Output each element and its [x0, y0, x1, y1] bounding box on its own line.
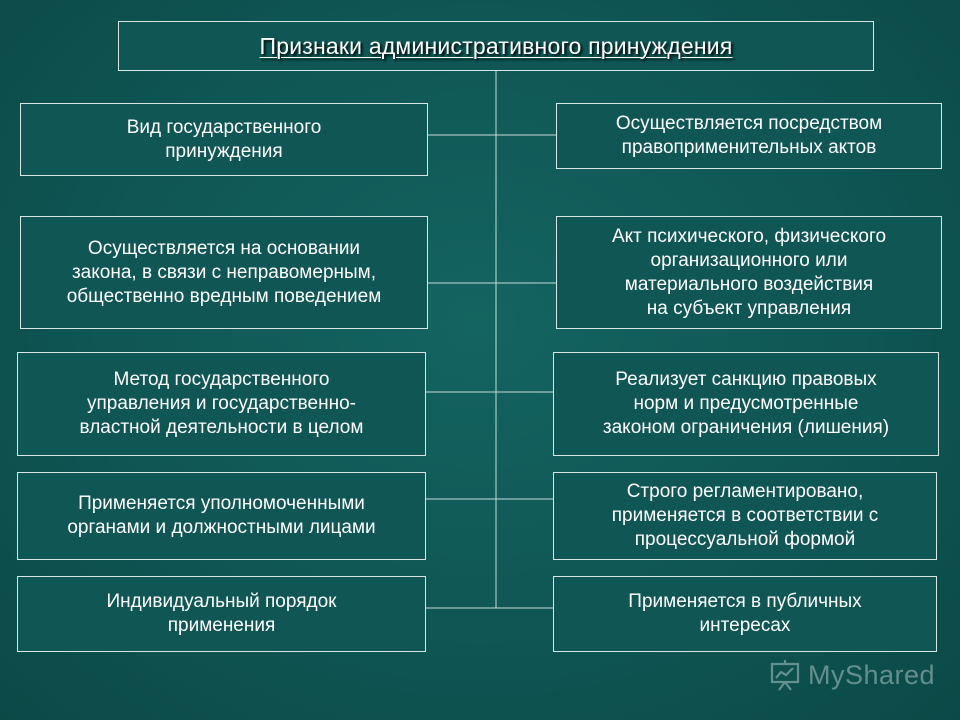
left-box-2: Осуществляется на основании закона, в связи с неправомерным, общественно вредным поведением: [20, 216, 428, 329]
right-box-4: Строго регламентировано, применяется в соответствии с процессуальной формой: [553, 472, 937, 560]
left-box-3: Метод государственного управления и государственно- властной деятельности в целом: [17, 352, 426, 456]
right-box-5: Применяется в публичных интересах: [553, 576, 937, 652]
watermark: [768, 658, 940, 692]
right-box-1: Осуществляется посредством правоприменительных актов: [556, 103, 942, 169]
diagram-title: Признаки административного принуждения: [259, 32, 733, 59]
left-box-4: Применяется уполномоченными органами и должностными лицами: [17, 472, 426, 560]
watermark-text: MyShared: [808, 659, 936, 690]
left-box-5: Индивидуальный порядок применения: [17, 576, 426, 652]
left-box-1: Вид государственного принуждения: [20, 103, 428, 176]
right-box-2: Акт психического, физического организационного или материального воздействия на субъект управления: [556, 216, 942, 329]
right-box-3: Реализует санкцию правовых норм и предусмотренные законом ограничения (лишения): [553, 352, 939, 456]
title-box: [118, 21, 874, 71]
presentation-board-icon: [768, 658, 802, 692]
